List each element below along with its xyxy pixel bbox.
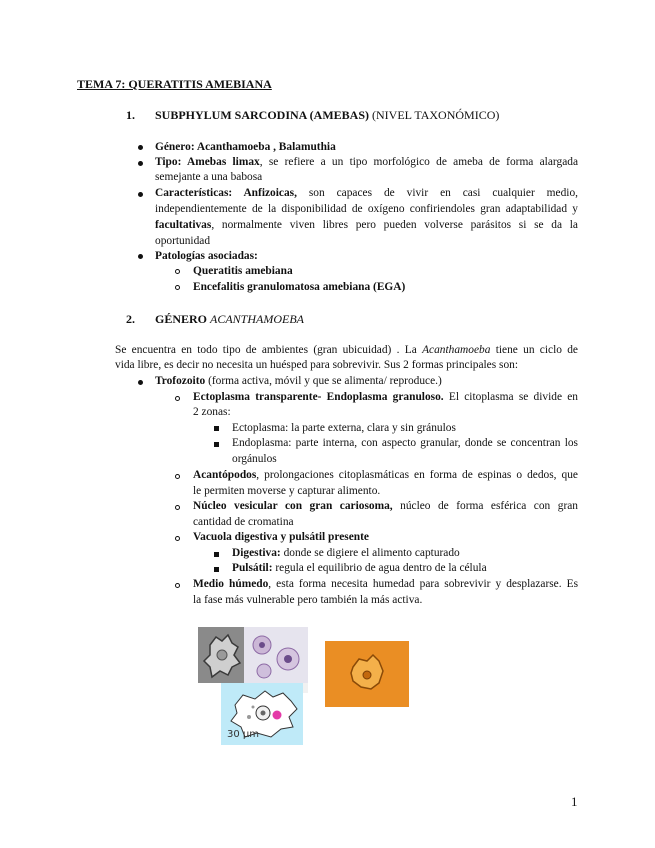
micrograph-orange-image	[325, 641, 409, 707]
circle-bullet	[175, 536, 180, 541]
page-number: 1	[571, 794, 578, 809]
pulsatil-item: Pulsátil: regula el equilibrio de agua dentro de la célula	[232, 562, 487, 574]
patologia-item: Encefalitis granulomatosa amebiana (EGA)	[193, 281, 406, 293]
circle-bullet	[175, 474, 180, 479]
carac-line4: oportunidad	[155, 235, 211, 247]
carac-line2: independientemente de la disponibilidad de oxígeno confiriendoles gran adaptabilidad y	[155, 203, 578, 215]
bullet	[138, 192, 143, 197]
section-2-number: 2.	[126, 312, 135, 326]
bullet	[138, 145, 143, 150]
acant-line2: le permiten moverse y capturar alimento.	[193, 485, 381, 497]
micrograph-phase-contrast-image	[198, 627, 244, 683]
genero-item: Género: Acanthamoeba , Balamuthia	[155, 141, 336, 153]
digestiva-item: Digestiva: donde se digiere el alimento capturado	[232, 547, 460, 559]
circle-bullet	[175, 583, 180, 588]
square-bullet	[214, 426, 219, 431]
medio-line2: la fase más vulnerable pero también la más activa.	[193, 594, 423, 606]
ecto-line2: 2 zonas:	[193, 406, 231, 418]
patologia-item: Queratitis amebiana	[193, 265, 293, 277]
bullet	[138, 161, 143, 166]
nucleo-line1: Núcleo vesicular con gran cariosoma, núcleo de forma esférica con gran	[193, 500, 578, 512]
intro-line2: vida libre, es decir no necesita un huésped para sobrevivir. Sus 2 formas principales son:	[115, 359, 518, 371]
ecto-line1: Ectoplasma transparente- Endoplasma granuloso. El citoplasma se divide en	[193, 391, 578, 403]
page-title: TEMA 7: QUERATITIS AMEBIANA	[77, 77, 272, 91]
nucleo-line2: cantidad de cromatina	[193, 516, 294, 528]
square-bullet	[214, 552, 219, 557]
circle-bullet	[175, 396, 180, 401]
section-2-heading: GÉNERO ACANTHAMOEBA	[155, 312, 305, 326]
intro-line1: Se encuentra en todo tipo de ambientes (gran ubicuidad) . La Acanthamoeba tiene un ciclo de	[115, 344, 578, 356]
circle-bullet	[175, 505, 180, 510]
patologias-label: Patologías asociadas:	[155, 250, 258, 262]
square-bullet	[214, 567, 219, 572]
square-bullet	[214, 442, 219, 447]
carac-line3: facultativas, normalmente viven libres pero pueden volverse parásitos si se da la	[155, 219, 578, 231]
medio-line1: Medio húmedo, esta forma necesita humedad para sobrevivir y desplazarse. Es	[193, 578, 578, 590]
trofozoito-item: Trofozoito (forma activa, móvil y que se alimenta/ reproduce.)	[155, 375, 442, 387]
ecto-sub: Ectoplasma: la parte externa, clara y sin gránulos	[232, 422, 456, 434]
acant-line1: Acantópodos, prolongaciones citoplasmáticas en forma de espinas o dedos, que	[193, 469, 578, 481]
carac-line1: Características: Anfizoicas, son capaces de vivir en casi cualquier medio,	[155, 187, 578, 199]
bullet	[138, 380, 143, 385]
bullet	[138, 254, 143, 259]
endo-sub-line2: orgánulos	[232, 453, 277, 465]
circle-bullet	[175, 269, 180, 274]
tipo-item-line2: semejante a una babosa	[155, 171, 263, 183]
section-1-number: 1.	[126, 108, 135, 122]
scale-label: 30 μm	[227, 729, 260, 740]
micrograph-stained-image	[244, 627, 308, 683]
circle-bullet	[175, 285, 180, 290]
section-1-heading: SUBPHYLUM SARCODINA (AMEBAS) (NIVEL TAXONÓMICO)	[155, 108, 500, 122]
vacuola-item: Vacuola digestiva y pulsátil presente	[193, 531, 369, 543]
tipo-item-line1: Tipo: Amebas limax, se refiere a un tipo morfológico de ameba de forma alargada	[155, 156, 578, 168]
endo-sub-line1: Endoplasma: parte interna, con aspecto granular, donde se concentran los	[232, 437, 578, 449]
trophozoite-diagram-image	[221, 683, 303, 745]
